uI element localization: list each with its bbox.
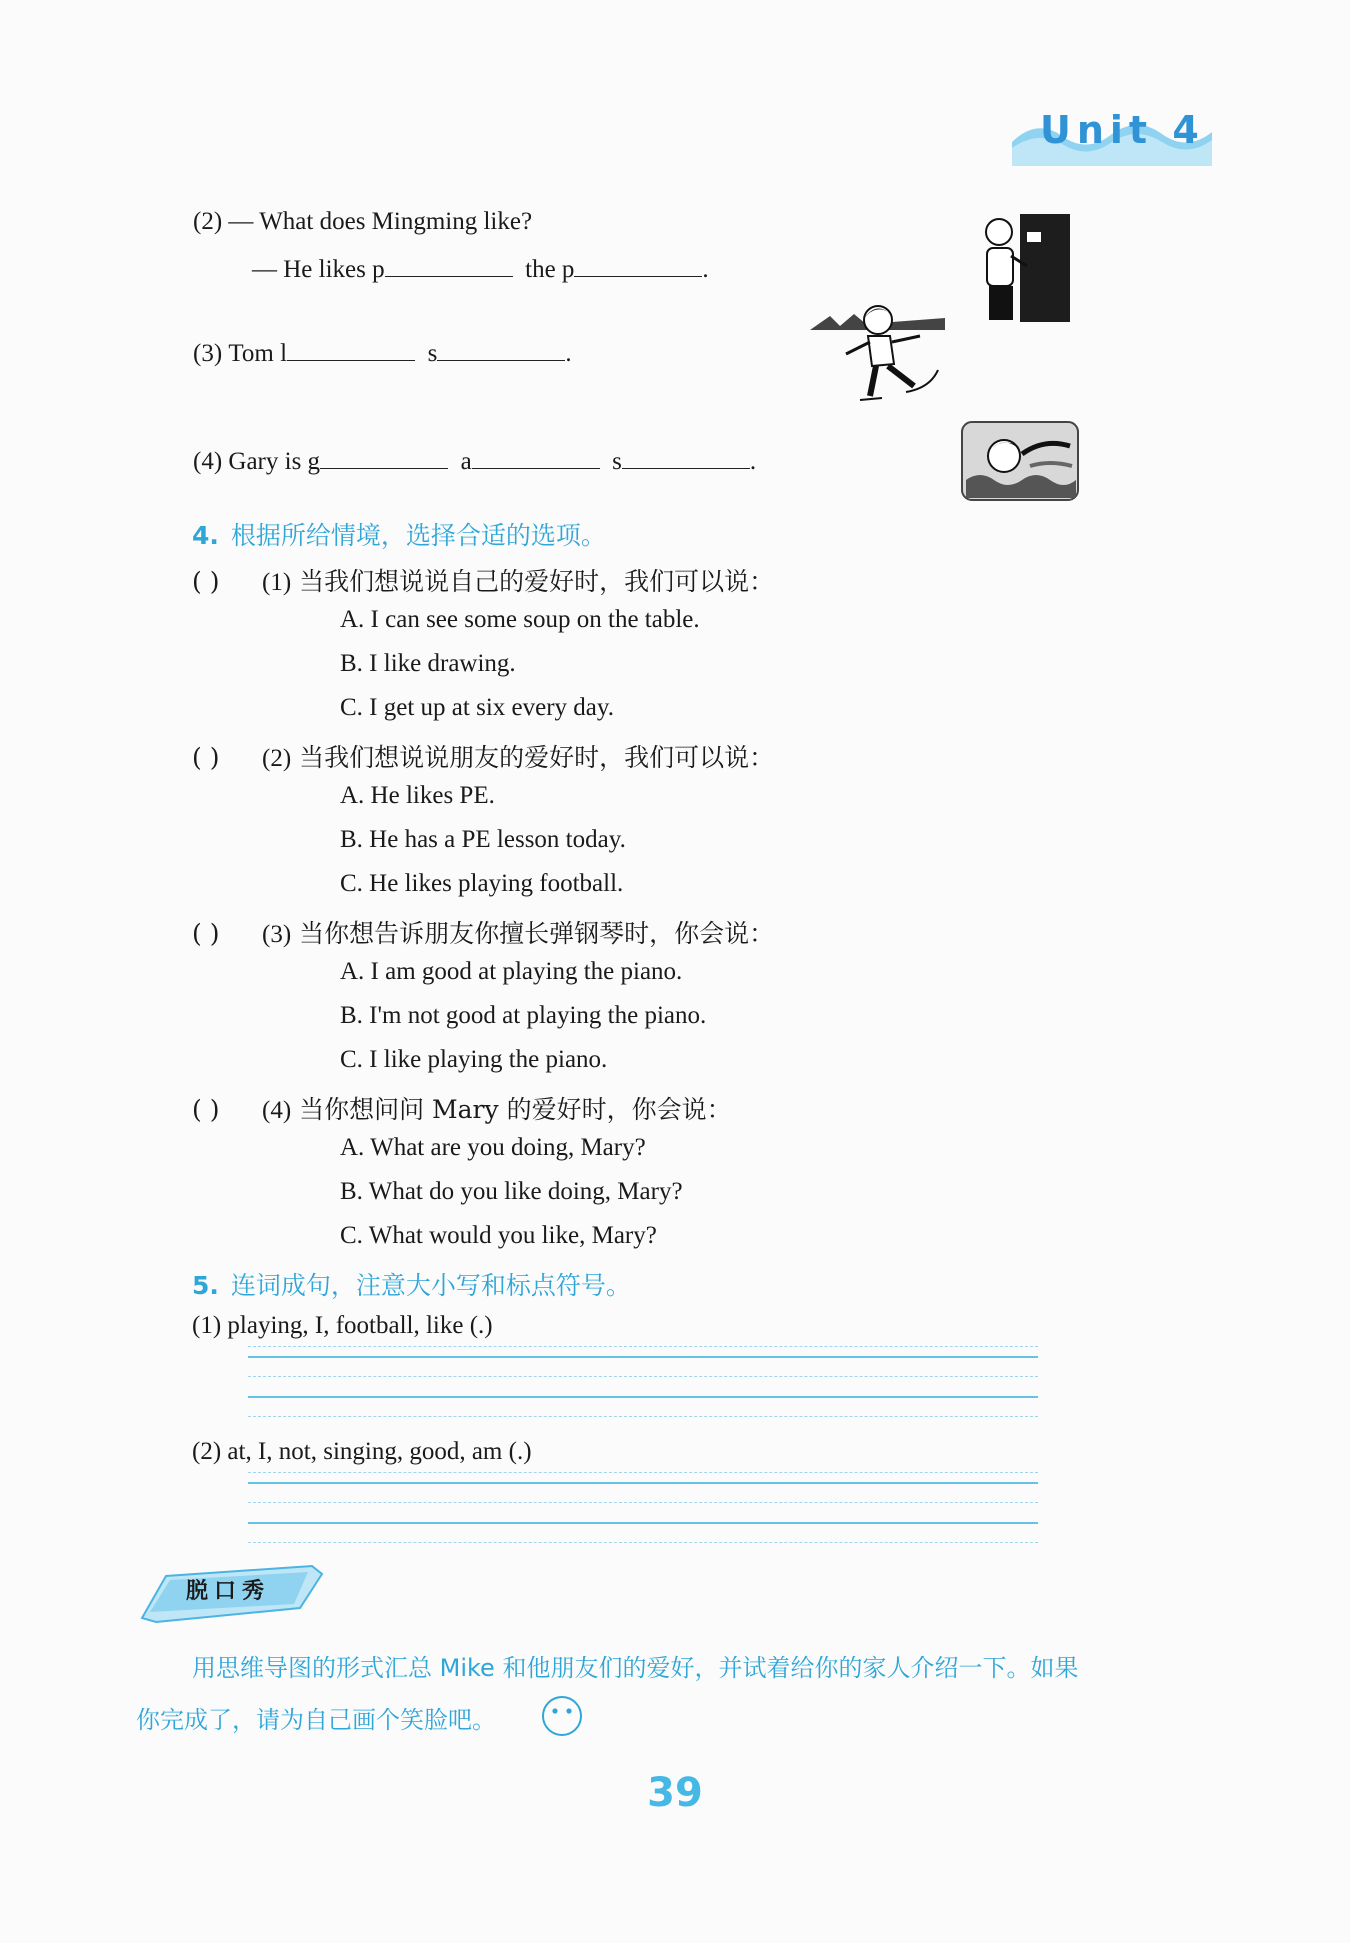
part4-question: ( ) (2) 当我们想说说朋友的爱好时，我们可以说： [192,743,775,772]
blank-field[interactable] [622,446,750,469]
answer-paren[interactable]: ( ) [192,1095,220,1124]
talk-show-label: 脱口秀 [186,1579,271,1604]
talk-show-line2: 你完成了，请为自己画个笑脸吧。 [136,1706,496,1734]
part5-item: (1) playing, I, football, like (.) [192,1312,493,1339]
writing-line-guide [248,1346,1038,1347]
writing-line[interactable] [248,1356,1038,1358]
blank-field[interactable] [472,446,600,469]
writing-line-guide [248,1416,1038,1417]
option: A. I can see some soup on the table. [340,606,700,633]
skating-boy-illustration [810,300,945,410]
option: B. I like drawing. [340,650,516,677]
part5-heading: 5. 连词成句，注意大小写和标点符号。 [192,1271,631,1300]
part4-question: ( ) (1) 当我们想说说自己的爱好时，我们可以说： [192,567,775,596]
option: A. I am good at playing the piano. [340,958,683,985]
option: A. He likes PE. [340,782,495,809]
part4-question: ( ) (3) 当你想告诉朋友你擅长弹钢琴时，你会说： [192,919,775,948]
blank-field[interactable] [574,254,702,277]
option: C. I like playing the piano. [340,1046,608,1073]
option: C. What would you like, Mary? [340,1222,657,1249]
answer-paren[interactable]: ( ) [192,567,220,596]
page-number: 39 [647,1770,703,1816]
blank-field[interactable] [437,338,565,361]
writing-line-guide [248,1376,1038,1377]
talk-show-line1: 用思维导图的形式汇总 Mike 和他朋友们的爱好，并试着给你的家人介绍一下。如果 [192,1654,1079,1682]
q3-line: (3) Tom l s . [193,340,572,367]
writing-line-guide [248,1472,1038,1473]
option: A. What are you doing, Mary? [340,1134,646,1161]
q4-line: (4) Gary is g a s . [193,448,757,475]
blank-field[interactable] [320,446,448,469]
writing-line-guide [248,1542,1038,1543]
part5-item: (2) at, I, not, singing, good, am (.) [192,1438,532,1465]
option: C. He likes playing football. [340,870,624,897]
piano-boy-illustration [975,210,1075,325]
option: B. He has a PE lesson today. [340,826,626,853]
writing-line[interactable] [248,1522,1038,1524]
part4-heading: 4. 根据所给情境，选择合适的选项。 [192,521,606,550]
writing-line-guide [248,1502,1038,1503]
part4-question: ( ) (4) 当你想问问 Mary 的爱好时，你会说： [192,1095,732,1124]
blank-field[interactable] [287,338,415,361]
swimming-boy-illustration [960,420,1080,502]
q2-line2: — He likes p the p . [252,256,709,283]
option: B. What do you like doing, Mary? [340,1178,683,1205]
q2-line1: (2) — What does Mingming like? [193,208,533,235]
unit-title: Unit 4 [1040,108,1205,152]
option: C. I get up at six every day. [340,694,614,721]
writing-line[interactable] [248,1482,1038,1484]
writing-line[interactable] [248,1396,1038,1398]
option: B. I'm not good at playing the piano. [340,1002,707,1029]
smiley-face-icon [540,1694,584,1738]
blank-field[interactable] [385,254,513,277]
answer-paren[interactable]: ( ) [192,743,220,772]
answer-paren[interactable]: ( ) [192,919,220,948]
